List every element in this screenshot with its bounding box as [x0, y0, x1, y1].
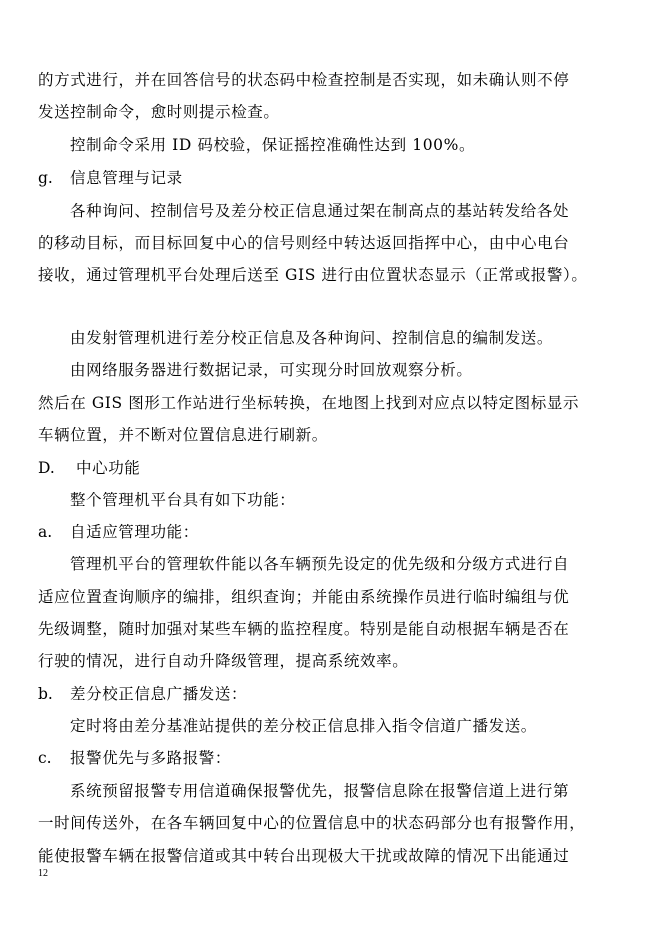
- section-heading: 差分校正信息广播发送：: [70, 685, 248, 703]
- section-label-a: a.: [38, 523, 53, 541]
- text-line: 适应位置查询顺序的编排，组织查询；并能由系统操作员进行临时编组与优: [38, 588, 570, 606]
- text-line: 控制命令采用 ID 码校验，保证摇控准确性达到 100%。: [70, 136, 476, 154]
- text-line: 能使报警车辆在报警信道或其中转台出现极大干扰或故障的情况下出能通过: [38, 847, 570, 865]
- text-line: 一时间传送外，在各车辆回复中心的位置信息中的状态码部分也有报警作用，: [38, 814, 586, 832]
- text-line: 系统预留报警专用信道确保报警优先，报警信息除在报警信道上进行第: [70, 782, 570, 800]
- text-line: 整个管理机平台具有如下功能：: [70, 491, 296, 509]
- section-heading: 报警优先与多路报警：: [70, 749, 232, 767]
- section-heading: 信息管理与记录: [70, 169, 183, 187]
- text-line: 由发射管理机进行差分校正信息及各种询问、控制信息的编制发送。: [70, 329, 554, 347]
- text-line: 各种询问、控制信号及差分校正信息通过架在制高点的基站转发给各处: [70, 202, 570, 220]
- text-line: 然后在 GIS 图形工作站进行坐标转换，在地图上找到对应点以特定图标显示: [38, 394, 580, 412]
- text-line: 管理机平台的管理软件能以各车辆预先设定的优先级和分级方式进行自: [70, 555, 570, 573]
- text-line: 发送控制命令，愈时则提示检查。: [38, 103, 280, 121]
- text-line: 的移动目标，而目标回复中心的信号则经中转达返回指挥中心，由中心电台: [38, 234, 570, 252]
- section-label-D: D.: [38, 459, 55, 477]
- text-line: 定时将由差分基准站提供的差分校正信息排入指令信道广播发送。: [70, 717, 537, 735]
- section-label-g: g.: [38, 169, 53, 187]
- text-line: 的方式进行，并在回答信号的状态码中检查控制是否实现，如未确认则不停: [38, 71, 570, 89]
- text-line: 接收，通过管理机平台处理后送至 GIS 进行由位置状态显示（正常或报警）。: [38, 266, 588, 284]
- page-number: 12: [38, 868, 48, 879]
- text-line: 先级调整，随时加强对某些车辆的监控程度。特别是能自动根据车辆是否在: [38, 620, 570, 638]
- text-line: 行驶的情况，进行自动升降级管理，提高系统效率。: [38, 652, 409, 670]
- section-label-b: b.: [38, 685, 53, 703]
- section-heading: 中心功能: [76, 459, 141, 477]
- text-line: 由网络服务器进行数据记录，可实现分时回放观察分析。: [70, 361, 473, 379]
- section-heading: 自适应管理功能：: [70, 523, 199, 541]
- text-line: 车辆位置，并不断对位置信息进行刷新。: [38, 426, 328, 444]
- section-label-c: c.: [38, 749, 52, 767]
